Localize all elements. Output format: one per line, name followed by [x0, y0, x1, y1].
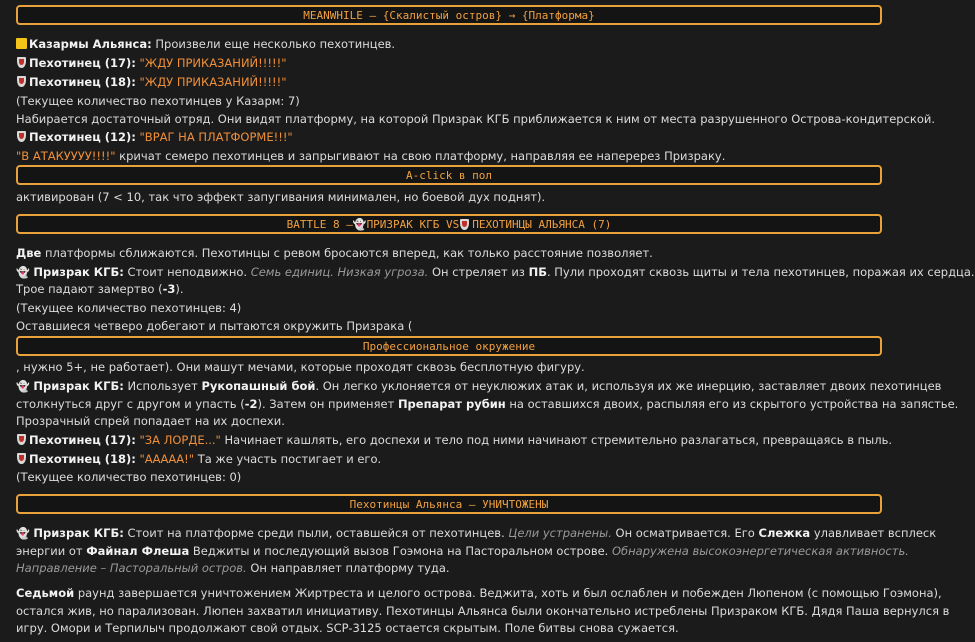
log-line: (Текущее количество пехотинцев у Казарм: 7) [16, 94, 300, 108]
log-line: Казармы Альянса: Произвели еще несколько пехотинцев. [16, 36, 885, 53]
log-line: "В АТАКУУУУ!!!!" кричат семеро пехотинцев и запрыгивают на свою платформу, направляя ее наперерез Призраку. [16, 149, 726, 163]
header-destroyed: Пехотинцы Альянса – УНИЧТОЖЕНЫ [16, 494, 882, 514]
ghost-icon: 👻 [352, 217, 367, 231]
log-line: игру. Омори и Терпилыч продолжают свой отдых. SCP-3125 остается скрытым. Поле битвы снова сужается. [16, 621, 679, 635]
shield-icon [16, 434, 27, 445]
header-meanwhile: MEANWHILE – {Скалистый остров} → {Платформа} [16, 5, 882, 25]
log-line: 👻 Призрак КГБ: Использует Рукопашный бой. Он легко уклоняется от неуклюжих атак и, используя их же инерцию, заставляет двоих пехотинцев [16, 379, 942, 393]
header-a-click: A-click в пол [16, 165, 882, 185]
log-line: остался жив, но парализован. Люпен захватил инициативу. Пехотинцы Альянса были окончательно истреблены Призраком КГБ. Дядя Паша вернулся в [16, 604, 950, 618]
log-line: , нужно 5+, не работает). Они машут мечами, которые проходят сквозь бесплотную фигуру. [16, 360, 585, 374]
ghost-icon: 👻 [16, 527, 30, 540]
shield-icon [459, 219, 470, 230]
log-line: 👻 Призрак КГБ: Стоит на платформе среди пыли, оставшейся от пехотинцев. Цели устранены. Он осматривается. Его Слежка улавливает всплеск [16, 526, 937, 540]
log-line: Пехотинец (18): "ААААА!" Та же участь постигает и его. [16, 451, 885, 468]
ghost-icon: 👻 [16, 266, 30, 279]
log-line: 👻 Призрак КГБ: Стоит неподвижно. Семь единиц. Низкая угроза. Он стреляет из ПБ. Пули проходят сквозь щиты и тела пехотинцев, поражая их сердца. [16, 265, 975, 279]
shield-icon [16, 131, 27, 142]
ghost-icon: 👻 [16, 380, 30, 393]
log-line: Направление – Пасторальный остров. Он направляет платформу туда. [16, 561, 450, 575]
log-line: (Текущее количество пехотинцев: 0) [16, 470, 242, 484]
shield-icon [16, 57, 27, 68]
log-line: Прозрачный спрей попадает на их доспехи. [16, 414, 285, 428]
log-line: Набирается достаточный отряд. Они видят платформу, на которой Призрак КГБ приближается к ним от места разрушенного Острова-кондитерской. [16, 112, 936, 126]
log-line: энергии от Файнал Флеша Веджиты и последующий вызов Гоэмона на Пасторальном острове. Обнаружена высокоэнергетическая активность. [16, 544, 909, 558]
shield-icon [16, 76, 27, 87]
log-line: Пехотинец (17): "ЗА ЛОРДЕ..." Начинает кашлять, его доспехи и тело под ними начинают стремительно разлагаться, превращаясь в пыль. [16, 432, 885, 449]
log-line: Пехотинец (17): "ЖДУ ПРИКАЗАНИЙ!!!!!" [16, 55, 885, 72]
log-line: Пехотинец (12): "ВРАГ НА ПЛАТФОРМЕ!!!" [16, 129, 885, 146]
log-line: Трое падают замертво (-3). [16, 282, 184, 296]
header-pro-surround: Профессиональное окружение [16, 336, 882, 356]
header-battle: BATTLE 8 – 👻 ПРИЗРАК КГБ VS ПЕХОТИНЦЫ АЛЬЯНСА (7) [16, 214, 882, 234]
log-line: Оставшиеся четверо добегают и пытаются окружить Призрака ( [16, 319, 413, 333]
log-line: Пехотинец (18): "ЖДУ ПРИКАЗАНИЙ!!!!!" [16, 74, 885, 91]
log-line: Две платформы сближаются. Пехотинцы с ревом бросаются вперед, как только расстояние позволяет. [16, 246, 653, 260]
yellow-square-icon [16, 38, 27, 49]
shield-icon [16, 453, 27, 464]
log-line: столкнуться друг с другом и упасть (-2). Затем он применяет Препарат рубин на оставшихся двоих, распыляя его из скрытого устройства на запястье. [16, 397, 959, 411]
log-line: (Текущее количество пехотинцев: 4) [16, 301, 242, 315]
log-line: Седьмой раунд завершается уничтожением Жиртреста и целого острова. Веджита, хоть и был ослаблен и побежден Люпеном (с помощью Гоэмона), [16, 586, 942, 600]
log-line: активирован (7 < 10, так что эффект запугивания минимален, но боевой дух поднят). [16, 190, 546, 204]
